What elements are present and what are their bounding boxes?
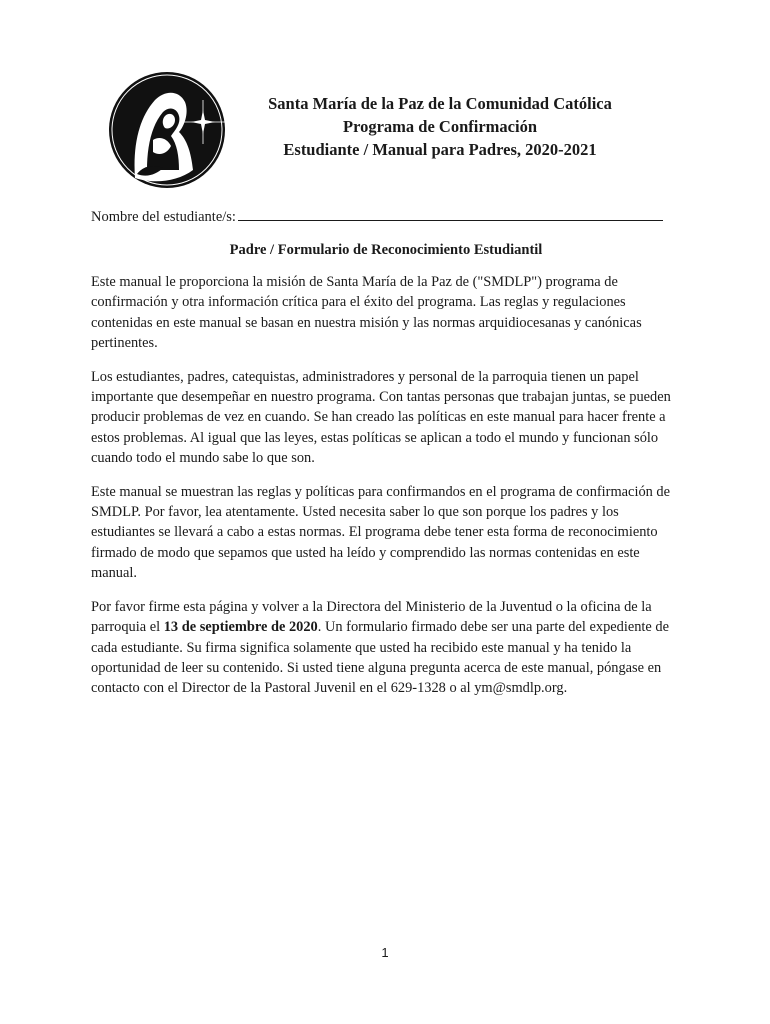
student-name-label: Nombre del estudiante/s:	[91, 209, 236, 225]
form-title: Padre / Formulario de Reconocimiento Estudiantil	[229, 242, 543, 258]
madonna-and-child-logo-icon	[107, 70, 227, 190]
instructions-text-end: . Un formulario firmado debe ser una parte del expediente de cada estudiante. Su firma significa solamente que usted ha recibido este manual y ha tenido la oportunidad de leer su contenido. Si usted tiene alguna pregunta acerca de este manual, póngase en contacto con el Director de la Pastoral Juvenil en el 629-1328 o al ym@smdlp.org.	[91, 619, 669, 697]
header-parish-name: Santa María de la Paz de la Comunidad Católica	[268, 94, 612, 113]
paragraph-roles: Los estudiantes, padres, catequistas, administradores y personal de la parroquia tienen un papel importante que desempeñar en nuestro programa. Con tantas personas que trabajan juntas, se pueden producir problemas de vez en cuando. Se han creado las políticas en este manual para hacer frente a estos problemas. Al igual que las leyes, estas políticas se aplican a todo el mundo y funcionan sólo cuando todo el mundo sabe lo que son.	[91, 368, 671, 467]
due-date: 13 de septiembre de 2020	[163, 619, 318, 636]
instructions-text-start: Por favor firme esta página y volver a la Directora del Ministerio de la Juventud o la oficina de la parroquia el	[91, 598, 652, 636]
header-program-name: Programa de Confirmación	[343, 117, 537, 136]
paragraph-rules: Este manual se muestran las reglas y políticas para confirmandos en el programa de confirmación de SMDLP. Por favor, lea atentamente. Usted necesita saber lo que son porque los padres y los estudiantes se llevará a cabo a estas normas. El programa debe tener esta forma de reconocimiento firmado de modo que sepamos que usted ha leído y comprendido las normas contenidas en este manual.	[91, 483, 671, 582]
document-header	[250, 92, 630, 161]
student-name-field	[91, 206, 691, 227]
paragraph-instructions	[91, 597, 683, 699]
page-number: 1	[381, 945, 389, 960]
paragraph-mission: Este manual le proporciona la misión de Santa María de la Paz de ("SMDLP") programa de confirmación y otra información crítica para el éxito del programa. Las reglas y regulaciones contenidas en este manual se basan en nuestra misión y las normas arquidiocesanas y canónicas pertinentes.	[91, 274, 642, 352]
student-name-blank-line[interactable]	[238, 206, 663, 221]
header-manual-title: Estudiante / Manual para Padres, 2020-2021	[283, 140, 597, 159]
body-text	[91, 272, 683, 712]
